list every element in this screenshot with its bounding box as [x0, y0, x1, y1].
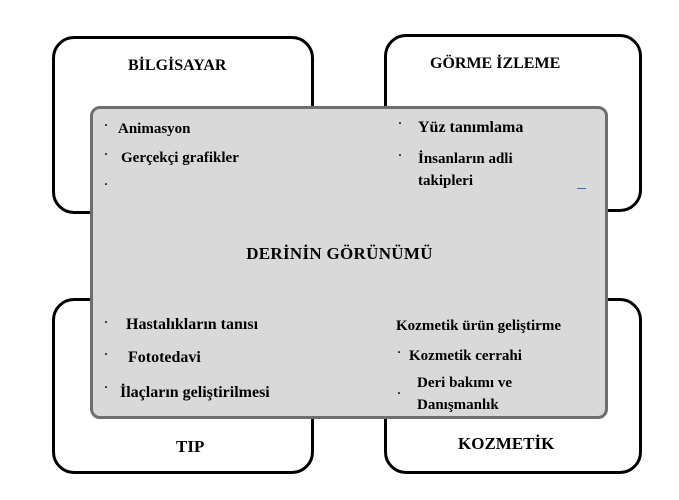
- bullet-icon: ·: [104, 177, 109, 191]
- list-item: Fototedavi: [128, 349, 201, 366]
- list-item: Danışmanlık: [417, 397, 499, 413]
- bullet-icon: ·: [397, 386, 402, 400]
- list-item: İlaçların geliştirilmesi: [120, 384, 270, 401]
- list-item: Deri bakımı ve: [417, 375, 512, 391]
- bullet-icon: ·: [398, 116, 403, 130]
- list-item: Kozmetik cerrahi: [409, 348, 522, 364]
- gorme-izleme-title: GÖRME İZLEME: [430, 55, 561, 72]
- bullet-icon: ·: [104, 147, 109, 161]
- kozmetik-title: KOZMETİK: [458, 434, 555, 453]
- list-item: Hastalıkların tanısı: [126, 316, 259, 333]
- bullet-icon: ·: [104, 380, 109, 394]
- list-item: İnsanların adli: [418, 151, 513, 167]
- bullet-icon: ·: [397, 345, 402, 359]
- list-item: Gerçekçi grafikler: [121, 150, 239, 166]
- bilgisayar-title: BİLGİSAYAR: [128, 57, 227, 74]
- list-item: Yüz tanımlama: [418, 119, 524, 136]
- list-item: takipleri: [418, 173, 473, 189]
- bullet-icon: ·: [104, 347, 109, 361]
- bullet-icon: ·: [398, 148, 403, 162]
- kozmetik-header: Kozmetik ürün geliştirme: [396, 318, 561, 334]
- tip-title: TIP: [176, 437, 205, 456]
- dash-mark: [577, 188, 586, 189]
- center-title: DERİNİN GÖRÜNÜMÜ: [246, 244, 433, 263]
- list-item: Animasyon: [118, 121, 191, 137]
- bullet-icon: ·: [104, 118, 109, 132]
- bullet-icon: ·: [104, 315, 109, 329]
